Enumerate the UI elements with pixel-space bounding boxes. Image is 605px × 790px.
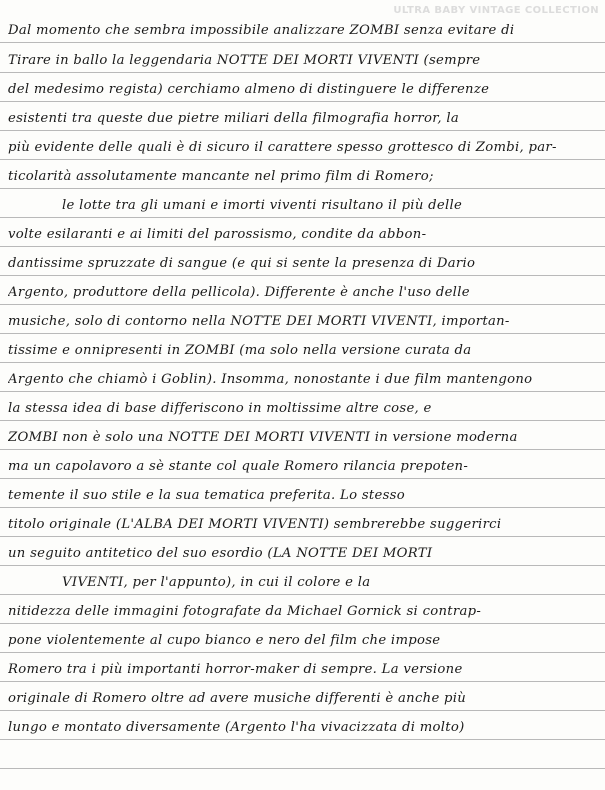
text-line: nitidezza delle immagini fotografate da Michael Gornick si contrap- bbox=[8, 604, 482, 619]
text-line: del medesimo regista) cerchiamo almeno di distinguere le differenze bbox=[8, 82, 490, 97]
ruled-line bbox=[0, 333, 605, 334]
ruled-line bbox=[0, 130, 605, 131]
ruled-line bbox=[0, 710, 605, 711]
text-line: musiche, solo di contorno nella NOTTE DEI MORTI VIVENTI, importan- bbox=[8, 314, 510, 329]
ruled-line bbox=[0, 594, 605, 595]
ruled-line bbox=[0, 246, 605, 247]
ruled-line bbox=[0, 159, 605, 160]
ruled-line bbox=[0, 565, 605, 566]
text-line: ZOMBI non è solo una NOTTE DEI MORTI VIVENTI in versione moderna bbox=[8, 430, 518, 445]
text-line: Romero tra i più importanti horror-maker di sempre. La versione bbox=[8, 662, 463, 677]
text-line: Argento, produttore della pellicola). Differente è anche l'uso delle bbox=[8, 285, 470, 300]
ruled-line bbox=[0, 681, 605, 682]
text-line: un seguito antitetico del suo esordio (LA NOTTE DEI MORTI bbox=[8, 546, 433, 561]
text-line: esistenti tra queste due pietre miliari della filmografia horror, la bbox=[8, 111, 460, 126]
ruled-line bbox=[0, 768, 605, 769]
text-line: pone violentemente al cupo bianco e nero del film che impose bbox=[8, 633, 441, 648]
ruled-line bbox=[0, 101, 605, 102]
ruled-line bbox=[0, 652, 605, 653]
text-line: titolo originale (L'ALBA DEI MORTI VIVENTI) sembrerebbe suggerirci bbox=[8, 517, 502, 532]
ruled-line bbox=[0, 304, 605, 305]
text-line: ticolarità assolutamente mancante nel primo film di Romero; bbox=[8, 169, 434, 184]
text-line: ma un capolavoro a sè stante col quale Romero rilancia prepoten- bbox=[8, 459, 469, 474]
text-line: Tirare in ballo la leggendaria NOTTE DEI MORTI VIVENTI (sempre bbox=[8, 53, 481, 68]
text-line: temente il suo stile e la sua tematica preferita. Lo stesso bbox=[8, 488, 405, 503]
text-line: tissime e onnipresenti in ZOMBI (ma solo nella versione curata da bbox=[8, 343, 472, 358]
ruled-line bbox=[0, 217, 605, 218]
watermark: ULTRA BABY VINTAGE COLLECTION bbox=[393, 5, 599, 16]
text-line: la stessa idea di base differiscono in moltissime altre cose, e bbox=[8, 401, 432, 416]
text-line: Argento che chiamò i Goblin). Insomma, nonostante i due film mantengono bbox=[8, 372, 533, 387]
ruled-line bbox=[0, 72, 605, 73]
ruled-line bbox=[0, 449, 605, 450]
ruled-line bbox=[0, 623, 605, 624]
text-line: lungo e montato diversamente (Argento l'ha vivacizzata di molto) bbox=[8, 720, 465, 735]
text-line: dantissime spruzzate di sangue (e qui si sente la presenza di Dario bbox=[8, 256, 476, 271]
ruled-line bbox=[0, 478, 605, 479]
ruled-line bbox=[0, 536, 605, 537]
text-line: le lotte tra gli umani e imorti viventi risultano il più delle bbox=[62, 198, 463, 213]
text-line: più evidente delle quali è di sicuro il carattere spesso grottesco di Zombi, par- bbox=[8, 140, 557, 155]
ruled-line bbox=[0, 507, 605, 508]
ruled-line bbox=[0, 42, 605, 43]
ruled-line bbox=[0, 362, 605, 363]
text-line: VIVENTI, per l'appunto), in cui il colore e la bbox=[62, 575, 371, 590]
text-line: Dal momento che sembra impossibile analizzare ZOMBI senza evitare di bbox=[8, 23, 515, 38]
text-line: originale di Romero oltre ad avere musiche differenti è anche più bbox=[8, 691, 467, 706]
ruled-line bbox=[0, 739, 605, 740]
ruled-line bbox=[0, 275, 605, 276]
ruled-line bbox=[0, 391, 605, 392]
text-line: volte esilaranti e ai limiti del parossismo, condite da abbon- bbox=[8, 227, 427, 242]
ruled-line bbox=[0, 420, 605, 421]
ruled-line bbox=[0, 188, 605, 189]
